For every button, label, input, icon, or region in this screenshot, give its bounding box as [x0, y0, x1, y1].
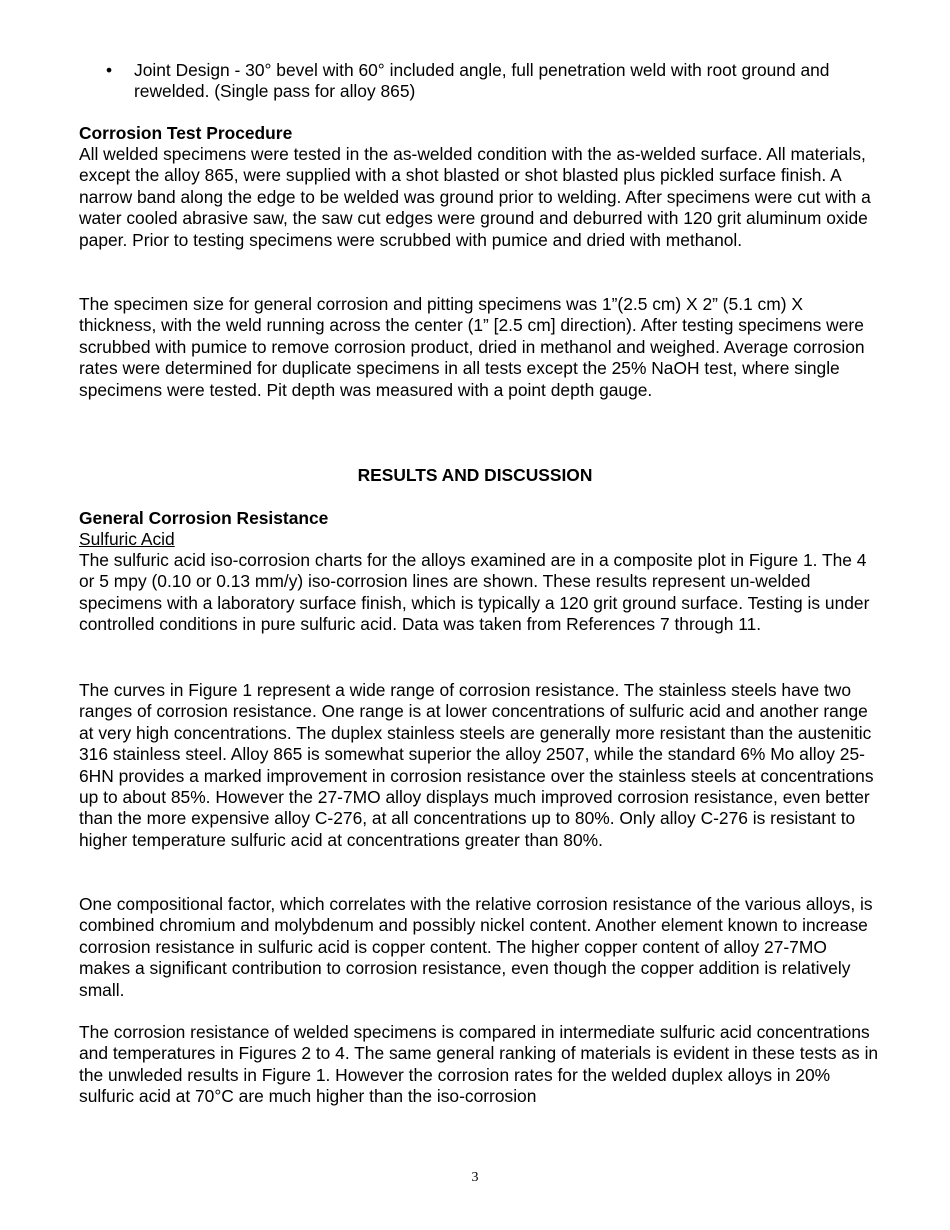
paragraph-iso-corrosion: The sulfuric acid iso-corrosion charts for the alloys examined are in a composite plot in Figure 1. The 4 or 5 mpy (0.10 or 0.13 mm/y) iso-corrosion lines are shown. These results represent un-welded specimens with a laboratory surface finish, which is typically a 120 grit ground surface. Testing is under controlled conditions in pure sulfuric acid. Data was taken from References 7 through 11. — [79, 550, 870, 635]
paragraph-curves-figure-1: The curves in Figure 1 represent a wide range of corrosion resistance. The stainless steels have two ranges of corrosion resistance. One range is at lower concentrations of sulfuric acid and another range at very high concentrations. The duplex stainless steels are generally more resistant than the austenitic 316 stainless steel. Alloy 865 is somewhat superior the alloy 2507, while the standard 6% Mo alloy 25-6HN provides a marked improvement in corrosion resistance over the stainless steels at concentrations up to about 85%. However the 27-7MO alloy displays much improved corrosion resistance, even better than the more expensive alloy C-276, at all concentrations up to 80%. Only alloy C-276 is resistant to higher temperature sulfuric acid at concentrations greater than 80%. — [79, 680, 874, 850]
bullet-text: Joint Design - 30° bevel with 60° included angle, full penetration weld with root ground and rewelded. (Single pass for alloy 865) — [134, 60, 830, 102]
paragraph-test-procedure: All welded specimens were tested in the as-welded condition with the as-welded surface. All materials, except the alloy 865, were supplied with a shot blasted or shot blasted plus pickled surface finish. A narrow band along the edge to be welded was ground prior to welding. After specimens were cut with a water cooled abrasive saw, the saw cut edges were ground and deburred with 120 grit aluminum oxide paper. Prior to testing specimens were scrubbed with pumice and dried with methanol. — [79, 144, 871, 250]
subsection-heading-general-corrosion: General Corrosion Resistance — [79, 508, 329, 528]
section-heading-corrosion-test: Corrosion Test Procedure — [79, 123, 293, 143]
bullet-symbol: • — [106, 60, 113, 80]
subsubsection-heading-sulfuric-acid: Sulfuric Acid — [79, 529, 175, 549]
paragraph-welded-specimens: The corrosion resistance of welded specimens is compared in intermediate sulfuric acid concentrations and temperatures in Figures 2 to 4. The same general ranking of materials is evident in these tests as in the unwleded results in Figure 1. However the corrosion rates for the welded duplex alloys in 20% sulfuric acid at 70°C are much higher than the iso-corrosion — [79, 1022, 879, 1107]
paragraph-specimen-size: The specimen size for general corrosion and pitting specimens was 1”(2.5 cm) X 2” (5.1 cm) X thickness, with the weld running across the center (1” [2.5 cm] direction). After testing specimens were scrubbed with pumice to remove corrosion product, dried in methanol and weighed. Average corrosion rates were determined for duplicate specimens in all tests except the 25% NaOH test, where single specimens were tested. Pit depth was measured with a point depth gauge. — [79, 294, 865, 400]
subsubsection-sulfuric-acid-line — [79, 529, 879, 550]
page-number: 3 — [471, 1170, 479, 1185]
paragraph-compositional-factor: One compositional factor, which correlates with the relative corrosion resistance of the various alloys, is combined chromium and molybdenum and possibly nickel content. Another element known to increase corrosion resistance in sulfuric acid is copper content. The higher copper content of alloy 27-7MO makes a significant contribution to corrosion resistance, even though the copper addition is relatively small. — [79, 894, 873, 1000]
section-heading-results: RESULTS AND DISCUSSION — [357, 465, 593, 485]
